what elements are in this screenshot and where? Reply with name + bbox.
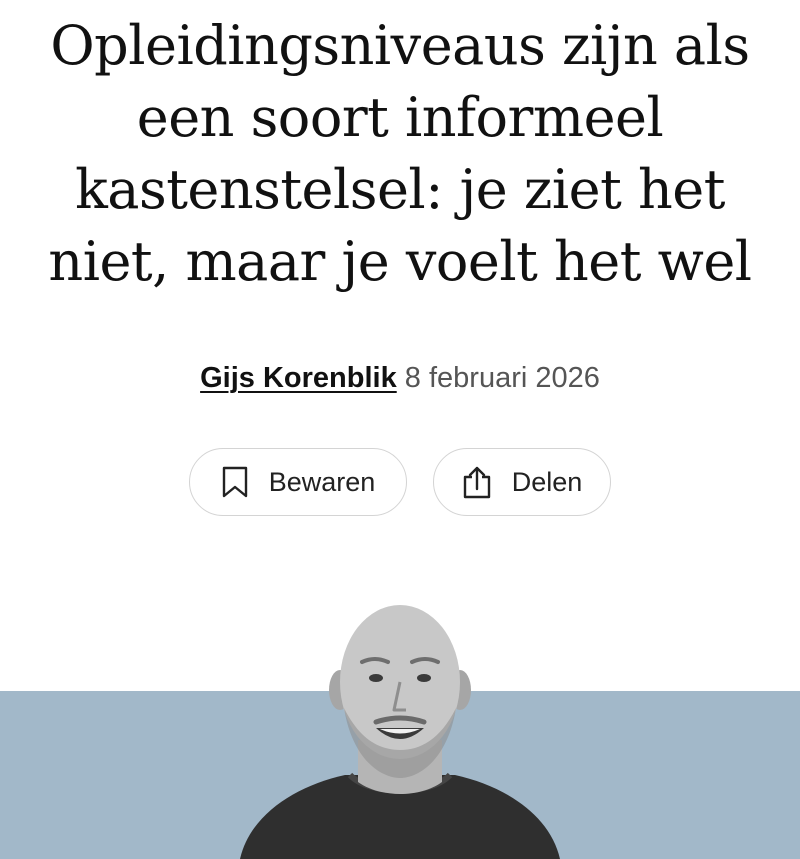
bookmark-icon xyxy=(221,466,249,498)
article-headline xyxy=(30,10,770,298)
publish-date: 8 februari 2026 xyxy=(404,362,600,394)
headline-line: niet, maar je voelt het wel xyxy=(48,230,752,293)
headline-line: kastenstelsel: je ziet het xyxy=(75,158,725,221)
share-button[interactable] xyxy=(433,448,611,516)
save-button[interactable] xyxy=(189,448,407,516)
author-portrait xyxy=(240,600,560,859)
article-actions xyxy=(0,448,800,516)
byline xyxy=(0,356,800,400)
share-icon xyxy=(462,465,492,499)
headline-line: Opleidingsniveaus zijn als xyxy=(50,14,750,77)
save-button-label: Bewaren xyxy=(268,466,376,497)
headline-line: een soort informeel xyxy=(136,86,664,149)
share-button-label: Delen xyxy=(511,466,583,497)
author-link[interactable]: Gijs Korenblik xyxy=(200,362,397,394)
